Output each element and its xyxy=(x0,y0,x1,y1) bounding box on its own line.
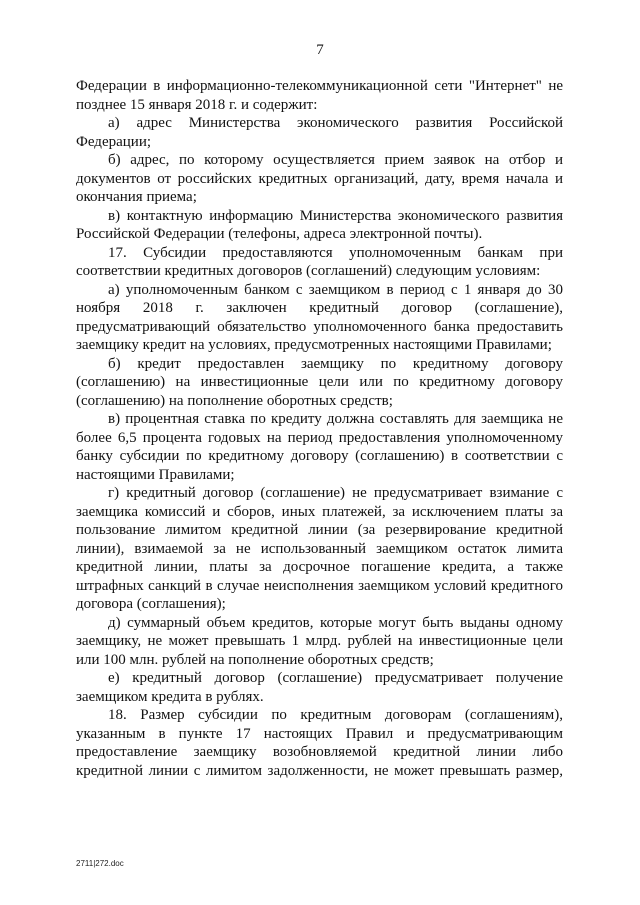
document-filename: 2711|272.doc xyxy=(76,859,124,868)
paragraph: Федерации в информационно-телекоммуникационной сети "Интернет" не позднее 15 января 2018 г. и содержит: xyxy=(76,78,563,113)
paragraph: б) кредит предоставлен заемщику по кредитному договору (соглашению) на инвестиционные цели или по кредитному договору (соглашению) на пополнение оборотных средств; xyxy=(76,355,563,409)
paragraph: а) адрес Министерства экономического развития Российской Федерации; xyxy=(76,115,563,150)
paragraph: а) уполномоченным банком с заемщиком в период с 1 января до 30 ноября 2018 г. заключен кредитный договор (соглашение), предусматривающий обязательство уполномоченного банка предоставить заемщику кредит на условиях, предусмотренных настоящими Правилами; xyxy=(76,281,563,353)
paragraph: в) контактную информацию Министерства экономического развития Российской Федерации (телефоны, адреса электронной почты). xyxy=(76,207,563,242)
paragraph: в) процентная ставка по кредиту должна составлять для заемщика не более 6,5 процента годовых на период предоставления уполномоченному банку субсидии по кредитному договору (соглашению) в соответствии с настоящими Правилами; xyxy=(76,411,563,483)
paragraph: 17. Субсидии предоставляются уполномоченным банкам при соответствии кредитных договоров (соглашений) следующим условиям: xyxy=(76,244,563,279)
paragraph: е) кредитный договор (соглашение) предусматривает получение заемщиком кредита в рублях. xyxy=(76,670,563,705)
paragraph: б) адрес, по которому осуществляется прием заявок на отбор и документов от российских кредитных организаций, дату, время начала и окончания приема; xyxy=(76,152,563,205)
paragraph: д) суммарный объем кредитов, которые могут быть выданы одному заемщику, не может превышать 1 млрд. рублей на инвестиционные цели или 100 млн. рублей на пополнение оборотных средств; xyxy=(76,614,563,668)
document-body xyxy=(76,77,563,780)
paragraph: г) кредитный договор (соглашение) не предусматривает взимание с заемщика комиссий и сборов, иных платежей, за исключением платы за пользование лимитом кредитной линии (за резервирование кредитной линии), взимаемой за не использованный заемщиком остаток лимита кредитной линии, платы за досрочное погашение кредита, а также штрафных санкций в случае неисполнения заемщиком условий кредитного договора (соглашения); xyxy=(76,485,563,612)
paragraph: 18. Размер субсидии по кредитным договорам (соглашениям), указанным в пункте 17 настоящих Правил и предусматривающим предоставление заемщику возобновляемой кредитной линии либо кредитной линии с лимитом задолженности, не может превышать размер, xyxy=(76,707,563,779)
page-number: 7 xyxy=(316,42,324,58)
